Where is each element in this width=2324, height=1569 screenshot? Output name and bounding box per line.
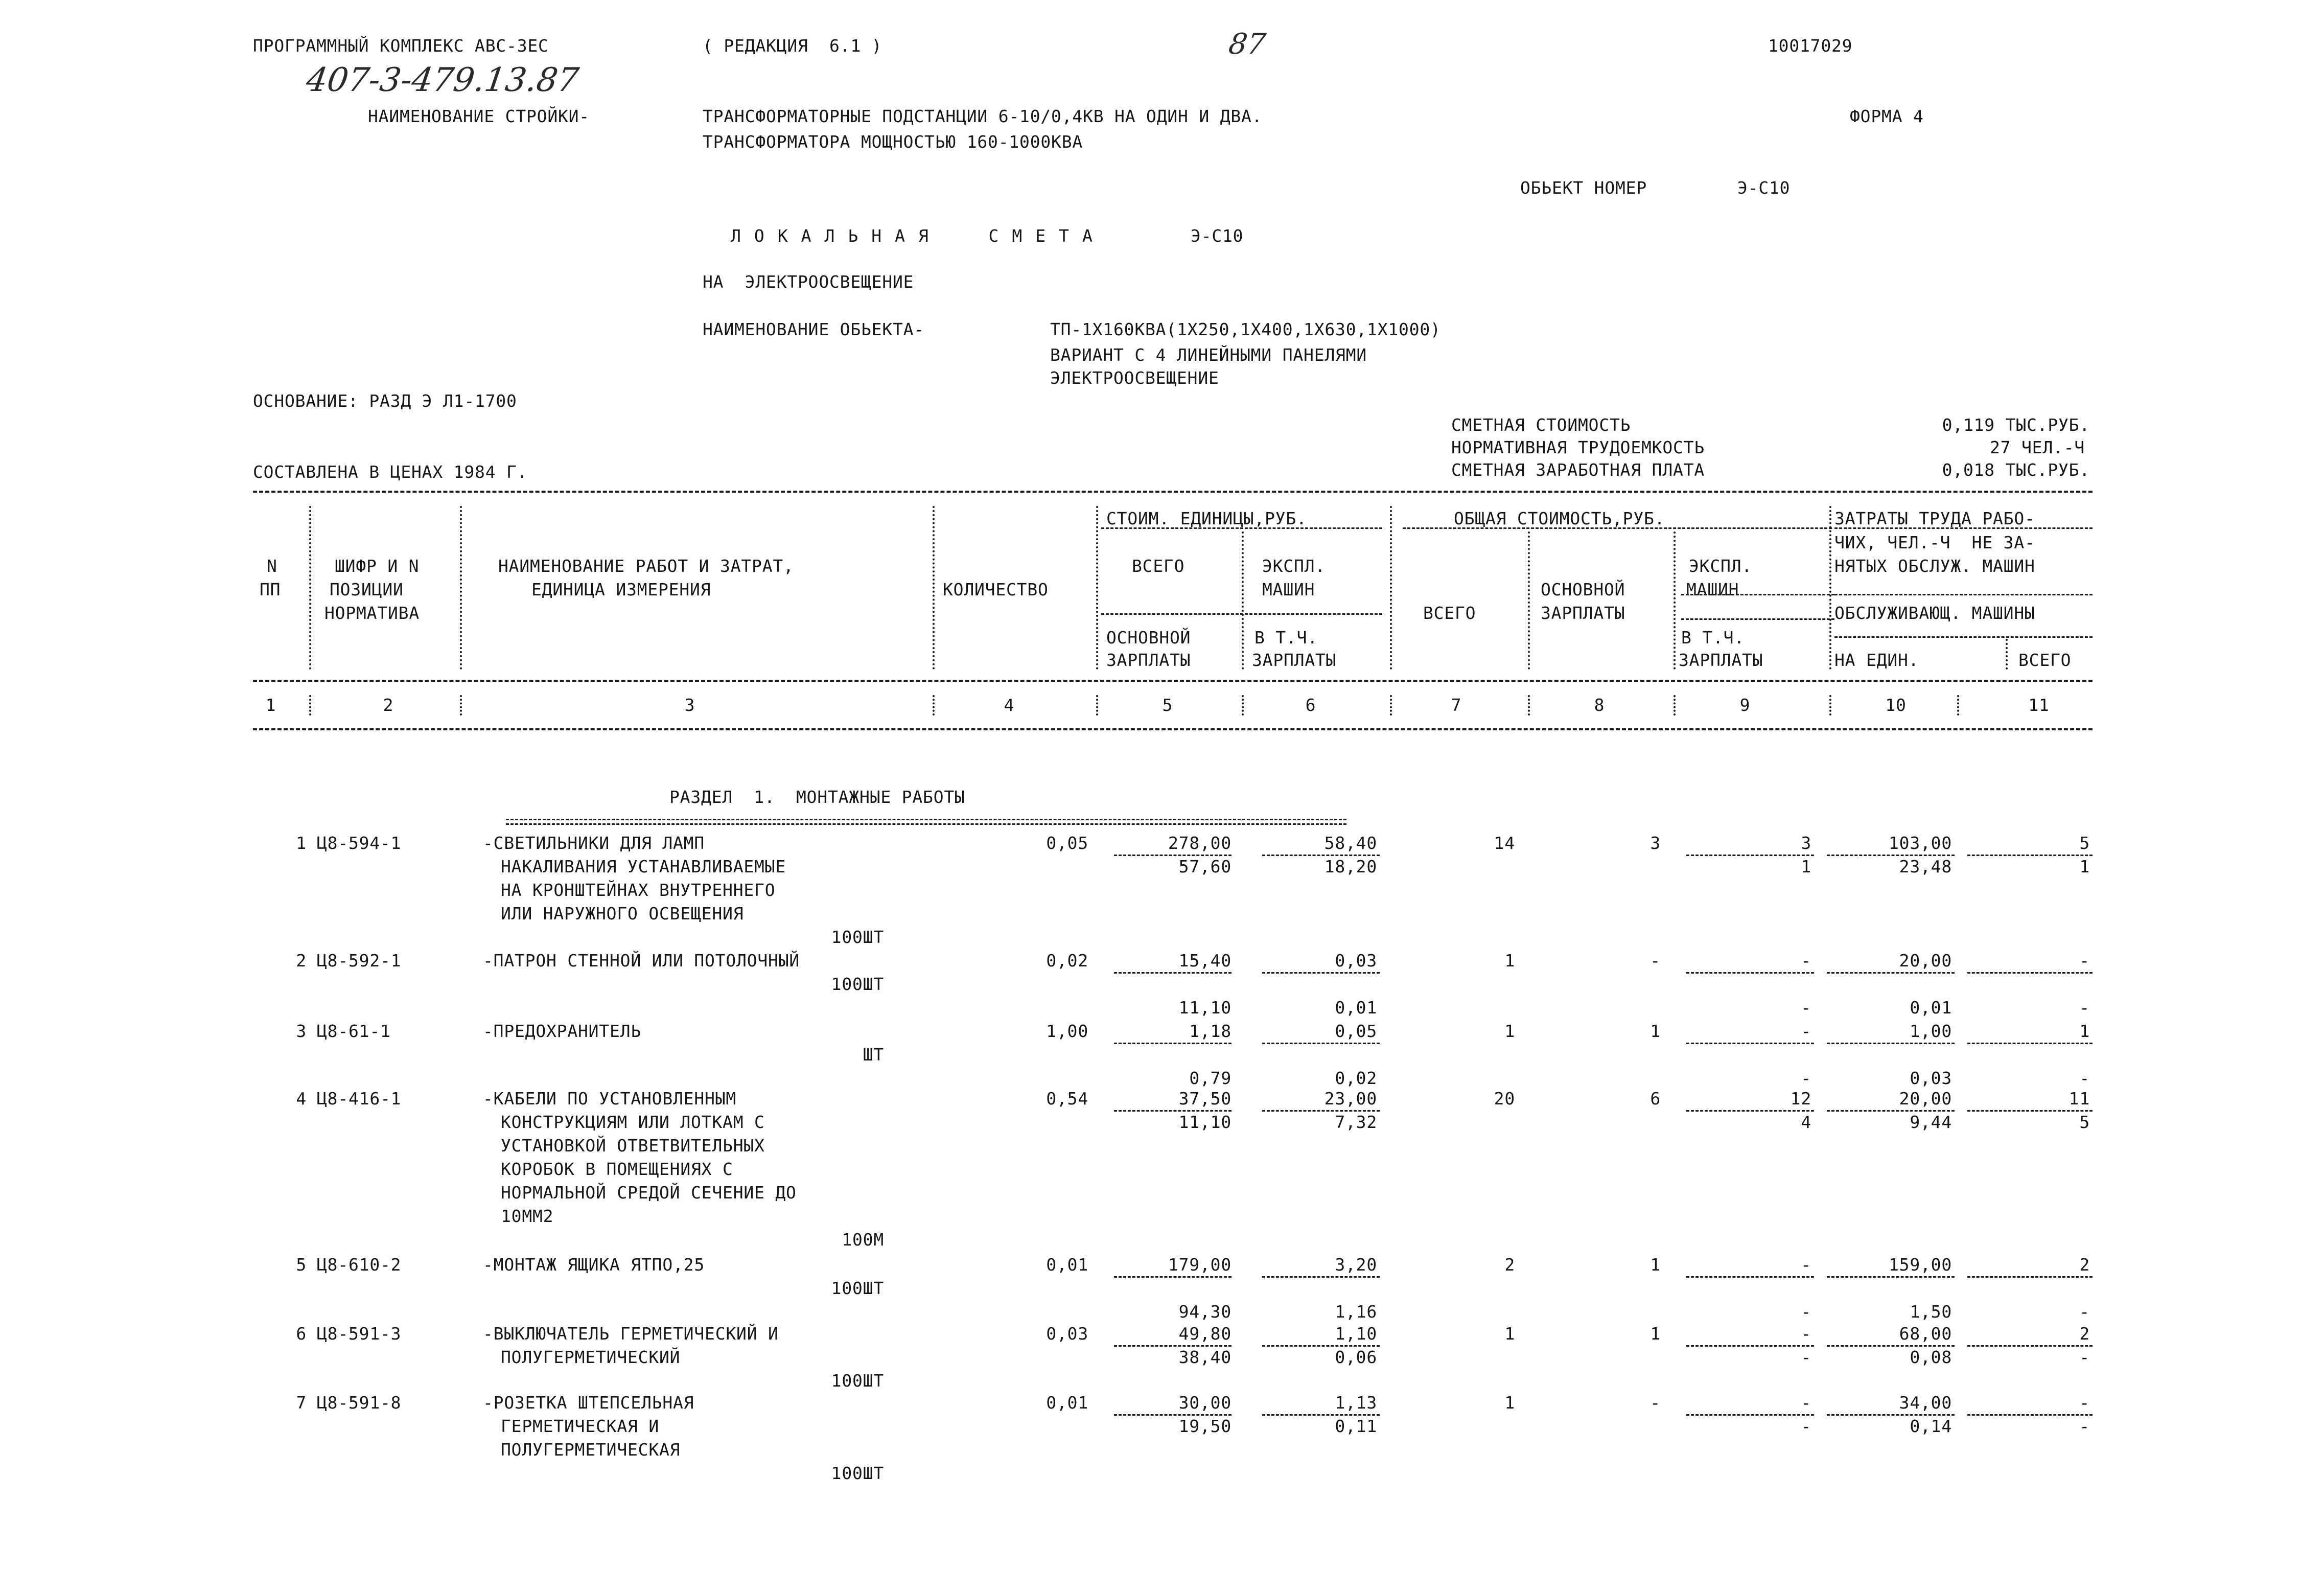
row-machine-wages: 4 [1801,1112,1811,1132]
header-unit-ekspl: ЭКСПЛ. [1262,556,1326,576]
row-labor-unit: 103,00 [1888,833,1952,853]
header-total-mashin: МАШИН [1686,580,1739,599]
row-code: Ц8-61-1 [317,1021,391,1041]
summary-label-wages: СМЕТНАЯ ЗАРАБОТНАЯ ПЛАТА [1451,460,1705,480]
row-rule-ekspl [1686,1110,1814,1112]
row-machine-wages: 1 [1801,857,1811,876]
header-total-cost: ОБЩАЯ СТОИМОСТЬ,РУБ. [1454,509,1665,528]
row-unit-cost-wages: 57,60 [1178,857,1231,876]
row-labor-total: 2 [2079,1255,2090,1275]
estimate-subject: НА ЭЛЕКТРООСВЕЩЕНИЕ [703,272,914,292]
row-rule-unit-ekspl [1262,1110,1380,1112]
row-total-wages: 1 [1650,1255,1661,1275]
col-number-10: 10 [1885,695,1907,715]
row-unit-cost-total: 30,00 [1178,1393,1231,1413]
construction-line-2: ТРАНСФОРМАТОРА МОЩНОСТЬЮ 160-1000КВА [703,132,1083,152]
header-unit-cost: СТОИМ. ЕДИНИЦЫ,РУБ. [1106,509,1307,528]
row-unit-cost-total: 37,50 [1178,1089,1231,1109]
section-underline [506,819,1346,820]
header-name-1: НАИМЕНОВАНИЕ РАБОТ И ЗАТРАТ, [498,556,794,576]
handwritten-project-code: 407-3-479.13.87 [304,61,582,99]
row-rule-labor-unit [1827,1345,1955,1347]
row-total-wages: - [1650,951,1661,971]
header-total-osnovnoy: ОСНОВНОЙ [1541,580,1625,599]
row-rule-ekspl [1686,1276,1814,1278]
row-total-wages: 1 [1650,1021,1661,1041]
row-total-cost: 1 [1504,1021,1515,1041]
row-unit-cost-total: 179,00 [1168,1255,1231,1275]
header-n: N [267,556,277,576]
row-unit-cost-machine-wages: 1,16 [1335,1302,1377,1322]
object-name-line-1: ТП-1Х160КВА(1Х250,1Х400,1Х630,1Х1000) [1050,319,1441,339]
row-rule-unit-ekspl [1262,1276,1380,1278]
row-labor-unit: 159,00 [1888,1255,1952,1275]
row-name-line: -СВЕТИЛЬНИКИ ДЛЯ ЛАМП [483,833,705,853]
header-code-2: ПОЗИЦИИ [330,580,404,599]
prices-basis: СОСТАВЛЕНА В ЦЕНАХ 1984 Г. [253,462,528,482]
row-number: 5 [296,1255,307,1275]
row-labor-unit: 1,00 [1910,1021,1952,1041]
row-rule-unit-cost [1114,1345,1231,1347]
row-unit-cost-total: 278,00 [1168,833,1231,853]
object-name-line-3: ЭЛЕКТРООСВЕЩЕНИЕ [1050,368,1219,388]
row-name-line: ПОЛУГЕРМЕТИЧЕСКАЯ [501,1440,681,1460]
row-labor-machine-total: - [2079,1347,2090,1367]
row-unit-cost-machine-wages: 0,01 [1335,998,1377,1018]
header-labor-6: ВСЕГО [2018,650,2072,670]
row-rule-ekspl [1686,1345,1814,1347]
summary-value-labor: 27 ЧЕЛ.-Ч [1989,437,2085,457]
header-column-separators [0,506,2324,675]
header-unit-zarplaty-1: ЗАРПЛАТЫ [1106,650,1191,670]
row-total-wages: 1 [1650,1324,1661,1344]
row-labor-total: 5 [2079,833,2090,853]
col-number-6: 6 [1305,695,1316,715]
row-labor-machine-total: - [2079,1416,2090,1436]
object-name-label: НАИМЕНОВАНИЕ ОБЬЕКТА- [703,319,925,339]
row-rule-labor-total [1967,1276,2093,1278]
row-name-line: -ВЫКЛЮЧАТЕЛЬ ГЕРМЕТИЧЕСКИЙ И [483,1324,779,1344]
row-unit-cost-ekspl: 23,00 [1324,1089,1377,1109]
row-unit: 100ШТ [831,974,884,994]
row-qty: 1,00 [1046,1021,1088,1041]
row-rule-labor-unit [1827,1276,1955,1278]
row-rule-unit-cost [1114,1110,1231,1112]
row-code: Ц8-594-1 [317,833,402,853]
header-pp: ПП [260,580,281,599]
basis: ОСНОВАНИЕ: РАЗД Э Л1-1700 [253,391,517,411]
row-total-wages: - [1650,1393,1661,1413]
header-total-v-t-ch: В Т.Ч. [1681,628,1745,648]
row-machine-wages: - [1801,1416,1811,1436]
row-rule-unit-cost [1114,855,1231,856]
row-rule-unit-ekspl [1262,1043,1380,1044]
row-labor-total: - [2079,951,2090,971]
header-unit-osnovnoy: ОСНОВНОЙ [1106,628,1191,648]
row-unit-cost-machine-wages: 0,11 [1335,1416,1377,1436]
row-name-line: НАКАЛИВАНИЯ УСТАНАВЛИВАЕМЫЕ [501,857,786,876]
row-unit: 100ШТ [831,1371,884,1391]
row-machine-wages: - [1801,1068,1811,1088]
row-rule-ekspl [1686,972,1814,974]
header-bottom-rule [253,680,2093,682]
header-labor-5: НА ЕДИН. [1834,650,1919,670]
col-number-4: 4 [1004,695,1015,715]
row-machine-wages: - [1801,1347,1811,1367]
object-number: Э-С10 [1737,178,1791,198]
row-unit-cost-ekspl: 1,10 [1335,1324,1377,1344]
row-unit: 100ШТ [831,1278,884,1298]
row-unit: 100ШТ [831,1463,884,1483]
row-rule-labor-unit [1827,972,1955,974]
row-labor-machine-total: - [2079,1068,2090,1088]
row-total-cost: 20 [1494,1089,1515,1109]
row-total-cost: 14 [1494,833,1515,853]
row-total-wages: 6 [1650,1089,1661,1109]
row-labor-total: 11 [2069,1089,2090,1109]
row-unit-cost-wages: 94,30 [1178,1302,1231,1322]
header-unit-v-t-ch: В Т.Ч. [1254,628,1318,648]
row-unit-cost-ekspl: 3,20 [1335,1255,1377,1275]
row-labor-machine-unit: 23,48 [1899,857,1952,876]
row-rule-labor-unit [1827,855,1955,856]
header-labor-2: ЧИХ, ЧЕЛ.-Ч НЕ ЗА- [1834,533,2035,552]
row-labor-total: - [2079,1393,2090,1413]
header-labor-1: ЗАТРАТЫ ТРУДА РАБО- [1834,509,2035,528]
row-code: Ц8-591-3 [317,1324,402,1344]
row-labor-machine-unit: 1,50 [1910,1302,1952,1322]
header-labor-3: НЯТЫХ ОБСЛУЖ. МАШИН [1834,556,2035,576]
row-unit: 100М [842,1230,884,1250]
summary-label-labor: НОРМАТИВНАЯ ТРУДОЕМКОСТЬ [1451,437,1705,457]
row-unit: ШТ [863,1045,884,1065]
row-rule-unit-cost [1114,972,1231,974]
row-unit-cost-machine-wages: 7,32 [1335,1112,1377,1132]
row-qty: 0,05 [1046,833,1088,853]
col-number-7: 7 [1451,695,1462,715]
object-number-label: ОБЬЕКТ НОМЕР [1520,178,1647,198]
header-unit-vsego: ВСЕГО [1132,556,1185,576]
row-name-line: 10ММ2 [501,1206,554,1226]
col-number-5: 5 [1162,695,1173,715]
summary-value-cost: 0,119 ТЫС.РУБ. [1942,415,2090,435]
form-label: ФОРМА 4 [1850,106,1924,126]
row-name-line: -КАБЕЛИ ПО УСТАНОВЛЕННЫМ [483,1089,737,1109]
column-numbers-bottom-rule [253,728,2093,730]
row-rule-ekspl [1686,1414,1814,1416]
row-labor-unit: 20,00 [1899,1089,1952,1109]
row-qty: 0,02 [1046,951,1088,971]
row-rule-unit-cost [1114,1414,1231,1416]
row-total-ekspl: - [1801,1393,1811,1413]
object-name-line-2: ВАРИАНТ С 4 ЛИНЕЙНЫМИ ПАНЕЛЯМИ [1050,345,1367,365]
header-total-vsego: ВСЕГО [1423,603,1476,623]
row-labor-unit: 20,00 [1899,951,1952,971]
construction-line-1: ТРАНСФОРМАТОРНЫЕ ПОДСТАНЦИИ 6-10/0,4КВ НА ОДИН И ДВА. [703,106,1263,126]
row-qty: 0,54 [1046,1089,1088,1109]
row-unit-cost-ekspl: 58,40 [1324,833,1377,853]
row-unit-cost-ekspl: 0,03 [1335,951,1377,971]
row-labor-unit: 68,00 [1899,1324,1952,1344]
row-name-line: УСТАНОВКОЙ ОТВЕТВИТЕЛЬНЫХ [501,1136,765,1156]
table-top-rule [253,491,2093,493]
header-code-3: НОРМАТИВА [324,603,420,623]
construction-label: НАИМЕНОВАНИЕ СТРОЙКИ- [368,106,590,126]
row-unit-cost-total: 15,40 [1178,951,1231,971]
row-total-cost: 1 [1504,1393,1515,1413]
program-name: ПРОГРАММНЫЙ КОМПЛЕКС АВС-ЗЕС [253,36,549,56]
row-unit-cost-wages: 11,10 [1178,998,1231,1018]
row-labor-machine-unit: 9,44 [1910,1112,1952,1132]
row-unit-cost-total: 1,18 [1189,1021,1231,1041]
header-unit-zarplaty-2: ЗАРПЛАТЫ [1252,650,1337,670]
header-total-zarplaty: ЗАРПЛАТЫ [1541,603,1625,623]
header-unit-mashin: МАШИН [1262,580,1315,599]
row-total-cost: 2 [1504,1255,1515,1275]
row-name-line: ГЕРМЕТИЧЕСКАЯ И [501,1416,660,1436]
edition: ( РЕДАКЦИЯ 6.1 ) [703,36,882,56]
row-unit-cost-wages: 11,10 [1178,1112,1231,1132]
page-number: 87 [1226,28,1268,61]
row-code: Ц8-416-1 [317,1089,402,1109]
row-rule-labor-unit [1827,1414,1955,1416]
row-rule-labor-unit [1827,1110,1955,1112]
row-labor-total: 1 [2079,1021,2090,1041]
document-title: ЛОКАЛЬНАЯ СМЕТА [731,226,1106,246]
row-total-ekspl: - [1801,951,1811,971]
row-unit-cost-wages: 19,50 [1178,1416,1231,1436]
row-name-line: -РОЗЕТКА ШТЕПСЕЛЬНАЯ [483,1393,694,1413]
row-code: Ц8-592-1 [317,951,402,971]
row-total-ekspl: 12 [1790,1089,1811,1109]
col-number-1: 1 [265,695,276,715]
row-number: 2 [296,951,307,971]
header-name-2: ЕДИНИЦА ИЗМЕРЕНИЯ [531,580,711,599]
row-machine-wages: - [1801,1302,1811,1322]
row-qty: 0,03 [1046,1324,1088,1344]
row-labor-machine-unit: 0,03 [1910,1068,1952,1088]
row-labor-machine-total: 5 [2079,1112,2090,1132]
row-rule-ekspl [1686,1043,1814,1044]
col-number-3: 3 [684,695,695,715]
row-unit: 100ШТ [831,927,884,947]
row-name-line: НА КРОНШТЕЙНАХ ВНУТРЕННЕГО [501,880,776,900]
row-rule-unit-cost [1114,1043,1231,1044]
row-rule-labor-total [1967,1043,2093,1044]
section-title: РАЗДЕЛ 1. МОНТАЖНЫЕ РАБОТЫ [669,787,965,807]
header-total-ekspl: ЭКСПЛ. [1689,556,1753,576]
row-name-line: НОРМАЛЬНОЙ СРЕДОЙ СЕЧЕНИЕ ДО [501,1183,797,1203]
row-qty: 0,01 [1046,1393,1088,1413]
row-name-line: ИЛИ НАРУЖНОГО ОСВЕЩЕНИЯ [501,904,744,924]
col-number-9: 9 [1739,695,1751,715]
row-labor-machine-unit: 0,01 [1910,998,1952,1018]
row-name-line: КОНСТРУКЦИЯМ ИЛИ ЛОТКАМ С [501,1112,765,1132]
row-rule-unit-ekspl [1262,972,1380,974]
row-labor-machine-unit: 0,14 [1910,1416,1952,1436]
header-code-1: ШИФР И N [335,556,420,576]
row-labor-unit: 34,00 [1899,1393,1952,1413]
row-rule-labor-total [1967,1414,2093,1416]
row-unit-cost-machine-wages: 18,20 [1324,857,1377,876]
row-total-cost: 1 [1504,951,1515,971]
row-code: Ц8-591-8 [317,1393,402,1413]
row-name-line: -МОНТАЖ ЯЩИКА ЯТПО,25 [483,1255,705,1275]
row-labor-machine-unit: 0,08 [1910,1347,1952,1367]
row-rule-unit-cost [1114,1276,1231,1278]
row-number: 4 [296,1089,307,1109]
row-unit-cost-wages: 0,79 [1189,1068,1231,1088]
row-unit-cost-total: 49,80 [1178,1324,1231,1344]
row-labor-machine-total: - [2079,998,2090,1018]
row-rule-unit-ekspl [1262,855,1380,856]
row-total-ekspl: 3 [1801,833,1811,853]
row-unit-cost-machine-wages: 0,06 [1335,1347,1377,1367]
row-total-ekspl: - [1801,1324,1811,1344]
row-labor-total: 2 [2079,1324,2090,1344]
row-labor-machine-total: 1 [2079,857,2090,876]
row-rule-labor-total [1967,855,2093,856]
summary-label-cost: СМЕТНАЯ СТОИМОСТЬ [1451,415,1631,435]
row-rule-labor-unit [1827,1043,1955,1044]
header-labor-4: ОБСЛУЖИВАЮЩ. МАШИНЫ [1834,603,2035,623]
document-title-code: Э-С10 [1191,226,1244,246]
row-rule-unit-ekspl [1262,1345,1380,1347]
row-rule-labor-total [1967,1345,2093,1347]
header-qty: КОЛИЧЕСТВО [943,580,1049,599]
col-number-11: 11 [2028,695,2050,715]
row-machine-wages: - [1801,998,1811,1018]
row-total-ekspl: - [1801,1255,1811,1275]
summary-value-wages: 0,018 ТЫС.РУБ. [1942,460,2090,480]
row-unit-cost-ekspl: 0,05 [1335,1021,1377,1041]
row-unit-cost-ekspl: 1,13 [1335,1393,1377,1413]
row-unit-cost-wages: 38,40 [1178,1347,1231,1367]
row-name-line: КОРОБОК В ПОМЕЩЕНИЯХ С [501,1159,733,1179]
col-number-8: 8 [1594,695,1605,715]
row-code: Ц8-610-2 [317,1255,402,1275]
row-total-cost: 1 [1504,1324,1515,1344]
row-number: 6 [296,1324,307,1344]
document-number: 10017029 [1768,36,1853,56]
row-rule-labor-total [1967,1110,2093,1112]
row-rule-labor-total [1967,972,2093,974]
row-labor-machine-total: - [2079,1302,2090,1322]
row-name-line: -ПРЕДОХРАНИТЕЛЬ [483,1021,642,1041]
row-rule-unit-ekspl [1262,1414,1380,1416]
col-number-2: 2 [383,695,394,715]
row-unit-cost-machine-wages: 0,02 [1335,1068,1377,1088]
row-name-line: ПОЛУГЕРМЕТИЧЕСКИЙ [501,1347,681,1367]
header-total-zarplaty-2: ЗАРПЛАТЫ [1679,650,1763,670]
row-number: 7 [296,1393,307,1413]
row-number: 3 [296,1021,307,1041]
row-total-wages: 3 [1650,833,1661,853]
row-number: 1 [296,833,307,853]
row-name-line: -ПАТРОН СТЕННОЙ ИЛИ ПОТОЛОЧНЫЙ [483,951,800,971]
row-qty: 0,01 [1046,1255,1088,1275]
row-rule-ekspl [1686,855,1814,856]
row-total-ekspl: - [1801,1021,1811,1041]
